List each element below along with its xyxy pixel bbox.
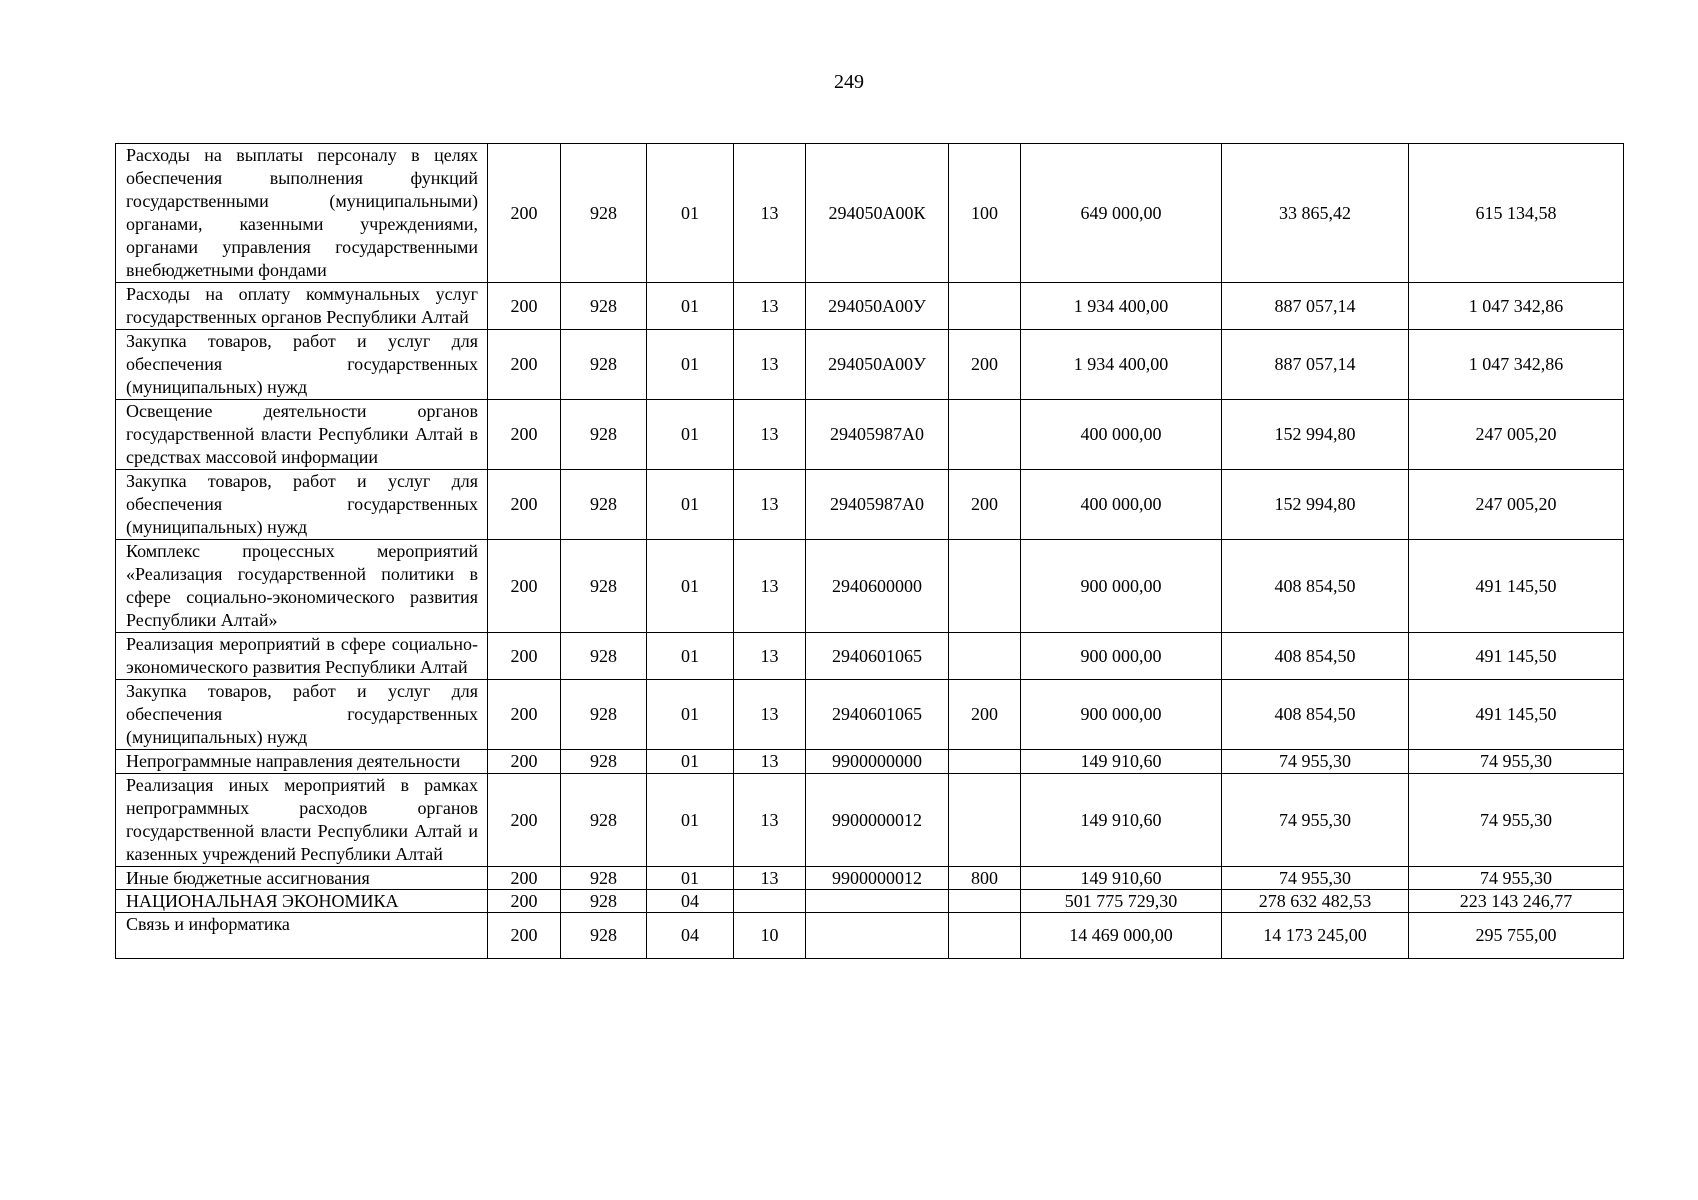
- cell-c8: 152 994,80: [1222, 470, 1409, 540]
- cell-c9: 491 145,50: [1409, 633, 1624, 680]
- cell-c1: 200: [488, 144, 561, 283]
- cell-c7: 14 469 000,00: [1021, 913, 1222, 959]
- row-description: Закупка товаров, работ и услуг для обеспечения государственных (муниципальных) нужд: [116, 330, 488, 400]
- cell-c6: 200: [949, 330, 1021, 400]
- cell-c2: 928: [561, 144, 647, 283]
- cell-c4: 13: [734, 540, 806, 633]
- cell-c8: 152 994,80: [1222, 400, 1409, 470]
- page-number: 249: [834, 71, 864, 93]
- row-description: Расходы на оплату коммунальных услуг государственных органов Республики Алтай: [116, 283, 488, 330]
- row-description: Иные бюджетные ассигнования: [116, 867, 488, 890]
- cell-c6: [949, 750, 1021, 774]
- budget-table: [115, 143, 1624, 959]
- table-row: [116, 470, 1624, 540]
- row-description: Закупка товаров, работ и услуг для обеспечения государственных (муниципальных) нужд: [116, 470, 488, 540]
- row-description: Реализация иных мероприятий в рамках непрограммных расходов органов государственной власти Республики Алтай и казенных учреждений Республики Алтай: [116, 774, 488, 867]
- cell-c5: 2940601065: [806, 633, 949, 680]
- cell-c7: 900 000,00: [1021, 633, 1222, 680]
- table-row: [116, 890, 1624, 913]
- cell-c6: [949, 283, 1021, 330]
- cell-c7: 501 775 729,30: [1021, 890, 1222, 913]
- cell-c2: 928: [561, 867, 647, 890]
- cell-c7: 900 000,00: [1021, 540, 1222, 633]
- cell-c8: 408 854,50: [1222, 633, 1409, 680]
- cell-c4: 13: [734, 633, 806, 680]
- cell-c3: 01: [647, 633, 734, 680]
- row-description: Непрограммные направления деятельности: [116, 750, 488, 774]
- cell-c4: 13: [734, 750, 806, 774]
- row-description: Закупка товаров, работ и услуг для обеспечения государственных (муниципальных) нужд: [116, 680, 488, 750]
- cell-c5: 9900000012: [806, 774, 949, 867]
- table-row: [116, 750, 1624, 774]
- cell-c7: 149 910,60: [1021, 774, 1222, 867]
- row-description: Расходы на выплаты персоналу в целях обеспечения выполнения функций государственными (муниципальными) органами, казенными учреждениями, органами управления государственными внебюджетными фондами: [116, 144, 488, 283]
- cell-c4: 13: [734, 144, 806, 283]
- table-row: [116, 144, 1624, 283]
- cell-c7: 400 000,00: [1021, 400, 1222, 470]
- cell-c1: 200: [488, 330, 561, 400]
- cell-c2: 928: [561, 470, 647, 540]
- cell-c3: 01: [647, 750, 734, 774]
- cell-c5: 2940600000: [806, 540, 949, 633]
- table-row: [116, 400, 1624, 470]
- cell-c4: [734, 890, 806, 913]
- cell-c1: 200: [488, 400, 561, 470]
- cell-c1: 200: [488, 867, 561, 890]
- cell-c3: 04: [647, 890, 734, 913]
- cell-c2: 928: [561, 774, 647, 867]
- table-row: [116, 330, 1624, 400]
- cell-c5: 9900000012: [806, 867, 949, 890]
- cell-c8: 33 865,42: [1222, 144, 1409, 283]
- cell-c3: 01: [647, 680, 734, 750]
- cell-c9: 247 005,20: [1409, 470, 1624, 540]
- table-row: [116, 913, 1624, 959]
- cell-c6: [949, 400, 1021, 470]
- table-row: [116, 774, 1624, 867]
- cell-c1: 200: [488, 774, 561, 867]
- cell-c5: 294050А00У: [806, 283, 949, 330]
- cell-c4: 13: [734, 470, 806, 540]
- cell-c2: 928: [561, 913, 647, 959]
- cell-c9: 223 143 246,77: [1409, 890, 1624, 913]
- table-row: [116, 283, 1624, 330]
- row-description: Реализация мероприятий в сфере социально-экономического развития Республики Алтай: [116, 633, 488, 680]
- cell-c2: 928: [561, 283, 647, 330]
- cell-c3: 01: [647, 330, 734, 400]
- cell-c8: 887 057,14: [1222, 283, 1409, 330]
- cell-c3: 01: [647, 470, 734, 540]
- cell-c6: [949, 913, 1021, 959]
- cell-c2: 928: [561, 400, 647, 470]
- row-description: НАЦИОНАЛЬНАЯ ЭКОНОМИКА: [116, 890, 488, 913]
- cell-c2: 928: [561, 750, 647, 774]
- cell-c1: 200: [488, 540, 561, 633]
- cell-c1: 200: [488, 750, 561, 774]
- cell-c9: 491 145,50: [1409, 540, 1624, 633]
- cell-c3: 01: [647, 283, 734, 330]
- row-description: Комплекс процессных мероприятий «Реализация государственной политики в сфере социально-экономического развития Республики Алтай»: [116, 540, 488, 633]
- cell-c6: 200: [949, 680, 1021, 750]
- cell-c1: 200: [488, 633, 561, 680]
- cell-c9: 295 755,00: [1409, 913, 1624, 959]
- cell-c7: 149 910,60: [1021, 867, 1222, 890]
- cell-c5: 29405987А0: [806, 470, 949, 540]
- cell-c9: 615 134,58: [1409, 144, 1624, 283]
- cell-c7: 900 000,00: [1021, 680, 1222, 750]
- cell-c8: 278 632 482,53: [1222, 890, 1409, 913]
- cell-c8: 408 854,50: [1222, 680, 1409, 750]
- cell-c2: 928: [561, 330, 647, 400]
- cell-c4: 13: [734, 330, 806, 400]
- cell-c5: 294050А00У: [806, 330, 949, 400]
- cell-c6: 100: [949, 144, 1021, 283]
- cell-c4: 13: [734, 774, 806, 867]
- cell-c7: 1 934 400,00: [1021, 283, 1222, 330]
- cell-c6: [949, 633, 1021, 680]
- cell-c2: 928: [561, 680, 647, 750]
- cell-c7: 1 934 400,00: [1021, 330, 1222, 400]
- table-row: [116, 633, 1624, 680]
- cell-c3: 01: [647, 540, 734, 633]
- cell-c9: 491 145,50: [1409, 680, 1624, 750]
- cell-c9: 1 047 342,86: [1409, 283, 1624, 330]
- cell-c7: 400 000,00: [1021, 470, 1222, 540]
- cell-c3: 01: [647, 144, 734, 283]
- cell-c1: 200: [488, 890, 561, 913]
- cell-c2: 928: [561, 540, 647, 633]
- cell-c5: 2940601065: [806, 680, 949, 750]
- cell-c4: 13: [734, 680, 806, 750]
- cell-c3: 01: [647, 400, 734, 470]
- cell-c9: 1 047 342,86: [1409, 330, 1624, 400]
- cell-c5: [806, 913, 949, 959]
- cell-c5: 294050А00К: [806, 144, 949, 283]
- cell-c2: 928: [561, 890, 647, 913]
- cell-c3: 01: [647, 867, 734, 890]
- cell-c8: 74 955,30: [1222, 774, 1409, 867]
- cell-c4: 10: [734, 913, 806, 959]
- cell-c1: 200: [488, 680, 561, 750]
- table-row: [116, 540, 1624, 633]
- cell-c4: 13: [734, 283, 806, 330]
- table-row: [116, 680, 1624, 750]
- cell-c4: 13: [734, 400, 806, 470]
- cell-c5: [806, 890, 949, 913]
- cell-c6: 800: [949, 867, 1021, 890]
- cell-c9: 74 955,30: [1409, 774, 1624, 867]
- cell-c6: [949, 890, 1021, 913]
- cell-c5: 29405987А0: [806, 400, 949, 470]
- cell-c9: 74 955,30: [1409, 750, 1624, 774]
- cell-c1: 200: [488, 913, 561, 959]
- cell-c9: 247 005,20: [1409, 400, 1624, 470]
- cell-c8: 74 955,30: [1222, 750, 1409, 774]
- cell-c8: 14 173 245,00: [1222, 913, 1409, 959]
- cell-c7: 149 910,60: [1021, 750, 1222, 774]
- cell-c2: 928: [561, 633, 647, 680]
- cell-c5: 9900000000: [806, 750, 949, 774]
- cell-c8: 887 057,14: [1222, 330, 1409, 400]
- cell-c8: 408 854,50: [1222, 540, 1409, 633]
- cell-c4: 13: [734, 867, 806, 890]
- cell-c6: [949, 540, 1021, 633]
- table-row: [116, 867, 1624, 890]
- cell-c1: 200: [488, 470, 561, 540]
- cell-c6: [949, 774, 1021, 867]
- row-description: Освещение деятельности органов государственной власти Республики Алтай в средствах массовой информации: [116, 400, 488, 470]
- cell-c3: 04: [647, 913, 734, 959]
- cell-c1: 200: [488, 283, 561, 330]
- cell-c8: 74 955,30: [1222, 867, 1409, 890]
- cell-c6: 200: [949, 470, 1021, 540]
- cell-c3: 01: [647, 774, 734, 867]
- cell-c7: 649 000,00: [1021, 144, 1222, 283]
- cell-c9: 74 955,30: [1409, 867, 1624, 890]
- row-description: Связь и информатика: [116, 913, 488, 959]
